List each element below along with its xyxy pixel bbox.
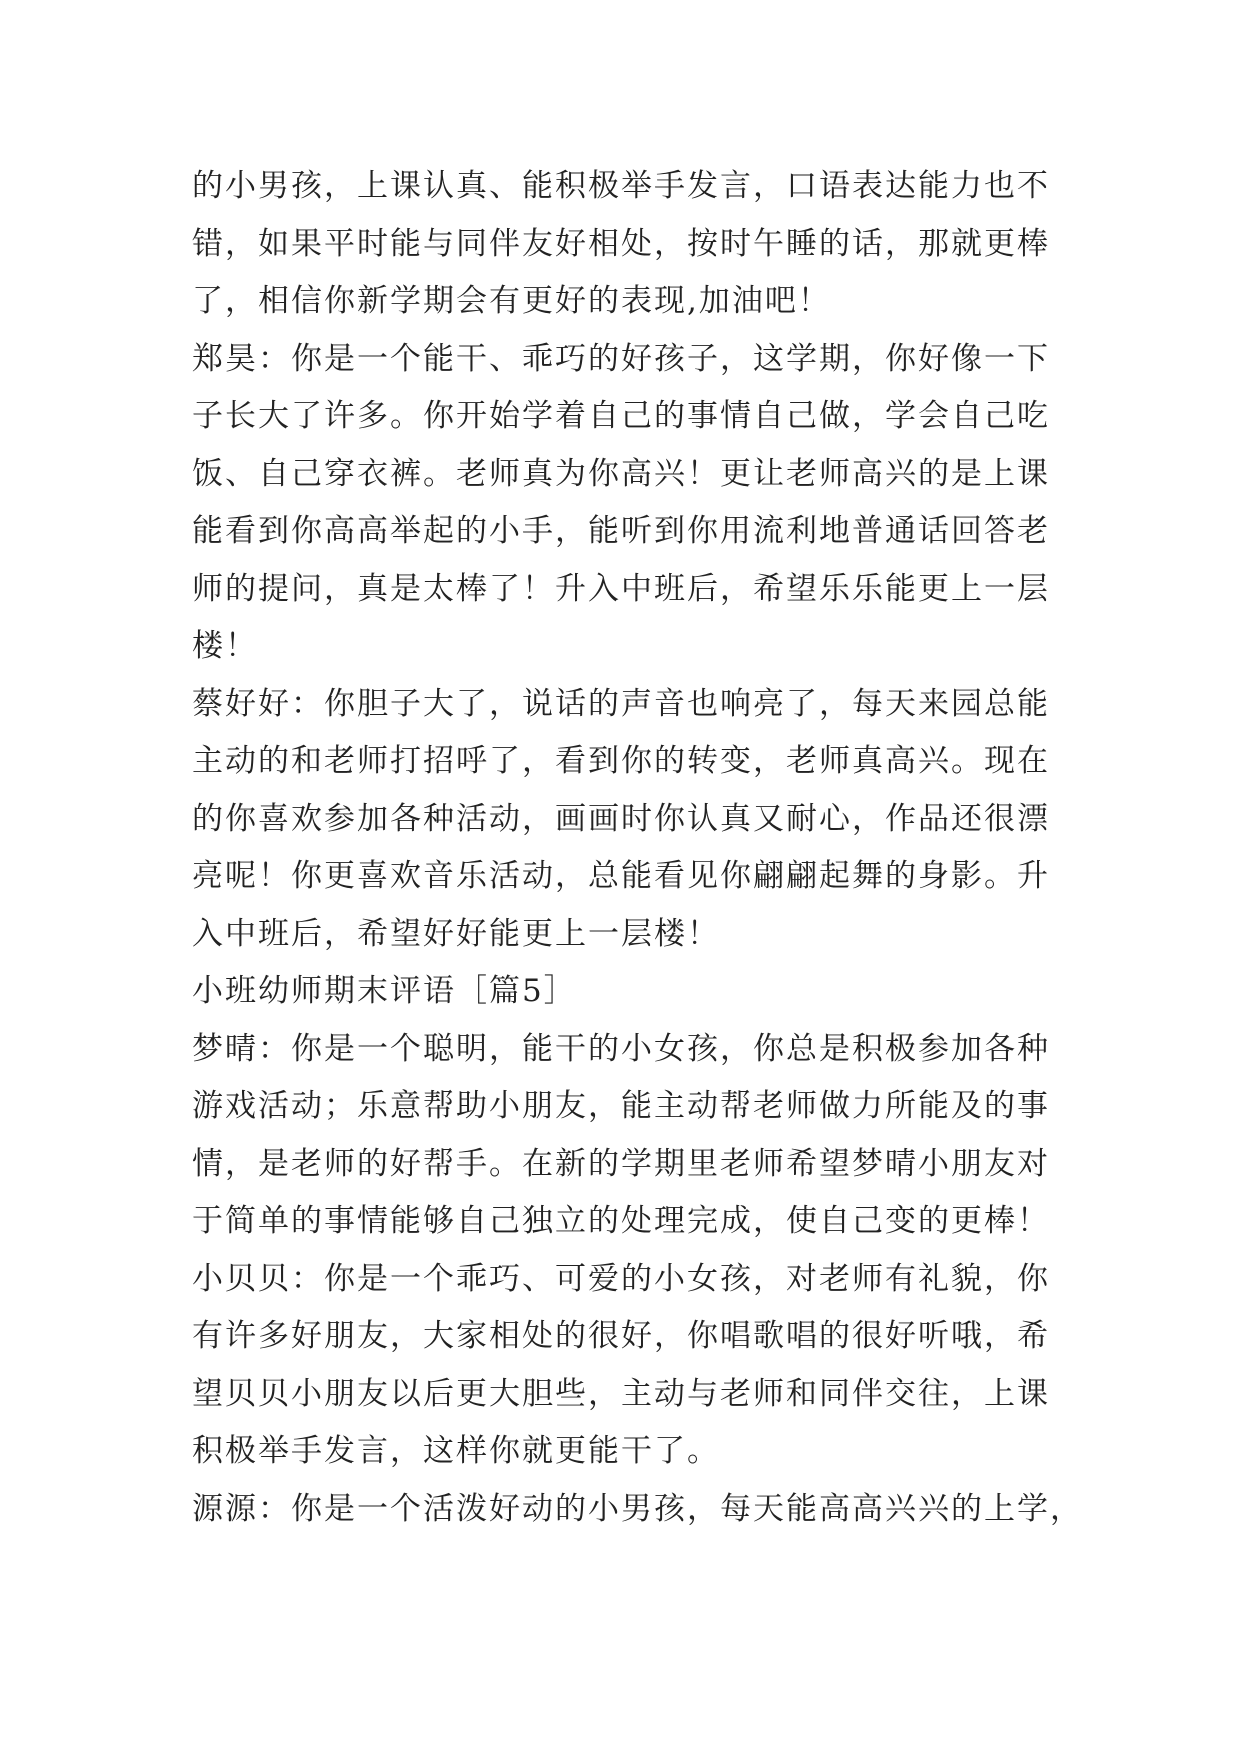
text-line: 郑昊：你是一个能干、乖巧的好孩子，这学期，你好像一下 — [192, 340, 1050, 377]
text-line: 源源：你是一个活泼好动的小男孩，每天能高高兴兴的上学， — [192, 1490, 1083, 1527]
text-line: 饭、自己穿衣裤。老师真为你高兴！更让老师高兴的是上课 — [192, 455, 1050, 492]
text-line: 于简单的事情能够自己独立的处理完成，使自己变的更棒！ — [192, 1203, 1050, 1239]
text-line: 能看到你高高举起的小手，能听到你用流利地普通话回答老 — [192, 513, 1050, 549]
text-line: 亮呢！你更喜欢音乐活动，总能看见你翩翩起舞的身影。升 — [192, 858, 1050, 894]
text-line: 蔡好好：你胆子大了，说话的声音也响亮了，每天来园总能 — [192, 685, 1050, 722]
text-line: 有许多好朋友，大家相处的很好，你唱歌唱的很好听哦，希 — [192, 1318, 1050, 1354]
text-line: 楼！ — [192, 628, 258, 664]
text-line: 错，如果平时能与同伴友好相处，按时午睡的话，那就更棒 — [192, 225, 1050, 262]
text-line: 师的提问，真是太棒了！升入中班后，希望乐乐能更上一层 — [192, 570, 1050, 607]
text-line: 入中班后，希望好好能更上一层楼！ — [192, 915, 720, 952]
text-line: 的小男孩，上课认真、能积极举手发言，口语表达能力也不 — [192, 168, 1050, 204]
text-line: 小贝贝：你是一个乖巧、可爱的小女孩，对老师有礼貌，你 — [192, 1260, 1050, 1297]
text-line: 积极举手发言，这样你就更能干了。 — [192, 1433, 720, 1469]
text-line: 情，是老师的好帮手。在新的学期里老师希望梦晴小朋友对 — [192, 1145, 1050, 1182]
text-line: 主动的和老师打招呼了，看到你的转变，老师真高兴。现在 — [192, 743, 1050, 779]
text-line: 望贝贝小朋友以后更大胆些，主动与老师和同伴交往，上课 — [192, 1375, 1050, 1412]
document-body — [192, 158, 1083, 1538]
text-line: 的你喜欢参加各种活动，画画时你认真又耐心，作品还很漂 — [192, 800, 1050, 837]
text-line: 子长大了许多。你开始学着自己的事情自己做，学会自己吃 — [192, 398, 1050, 434]
text-line: 了，相信你新学期会有更好的表现,加油吧！ — [192, 283, 831, 319]
section-heading: 小班幼师期末评语［篇5］ — [192, 973, 577, 1009]
text-line: 游戏活动；乐意帮助小朋友，能主动帮老师做力所能及的事 — [192, 1088, 1050, 1124]
text-line: 梦晴：你是一个聪明，能干的小女孩，你总是积极参加各种 — [192, 1030, 1050, 1067]
